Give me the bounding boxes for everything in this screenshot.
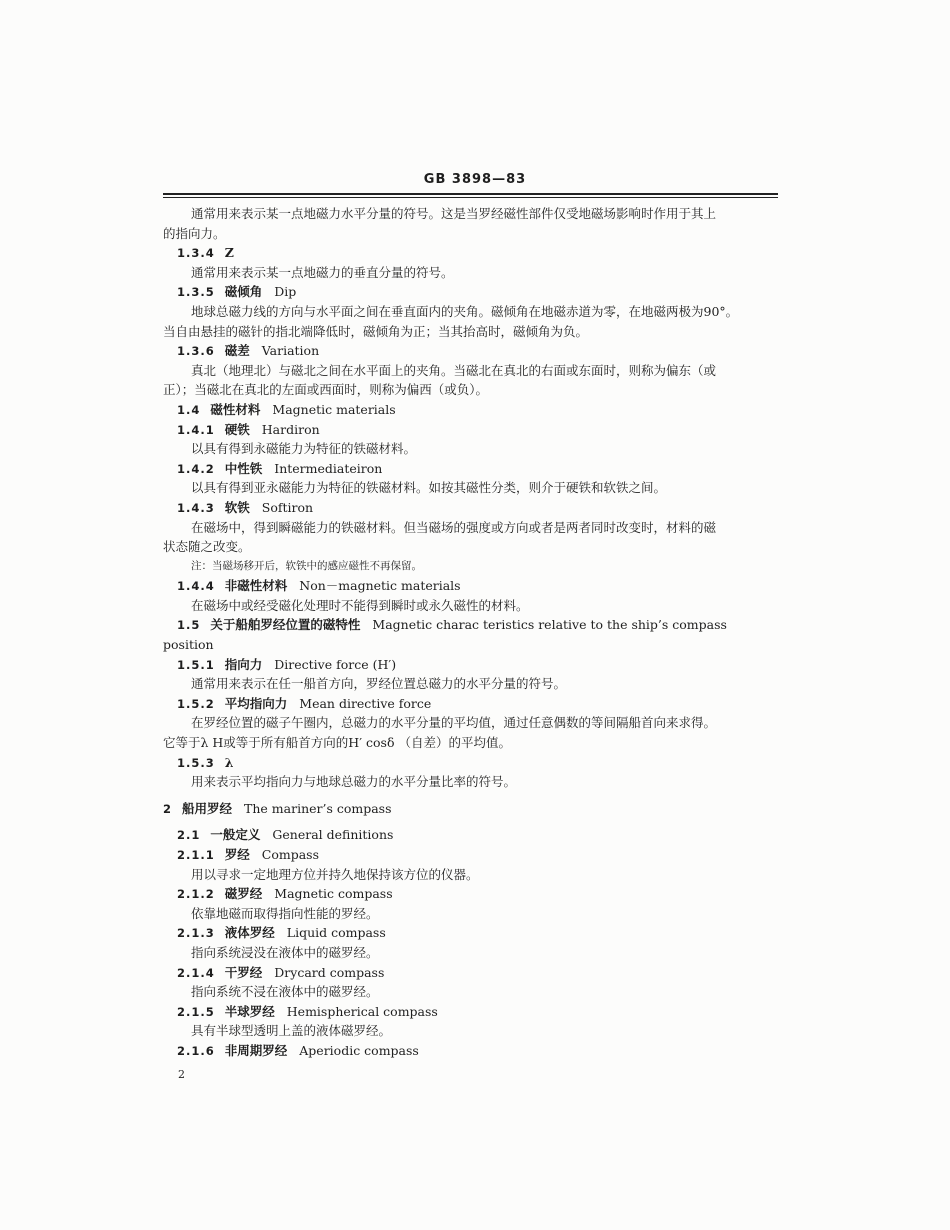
body-text-line: 在罗经位置的磁子午圈内，总磁力的水平分量的平均值，通过任意偶数的等间隔船首向来求得。 [191, 715, 717, 731]
body-text-line: 真北（地理北）与磁北之间在水平面上的夹角。当磁北在真北的右面或东面时，则称为偏东（或 [191, 362, 717, 378]
term-english: Magnetic charac teristics relative to the ship’s compass [372, 617, 727, 633]
term-chinese: 关于船舶罗经位置的磁特性 [210, 617, 361, 633]
section-number: 2.1.6 [177, 1043, 215, 1058]
body-text-line: position [163, 637, 214, 653]
section-number: 2.1.1 [177, 848, 215, 862]
section-number: 1.4.3 [177, 500, 215, 515]
term-chinese: 硬铁 [224, 421, 250, 437]
section-gap [163, 792, 778, 799]
body-text-line: 具有半球型透明上盖的液体磁罗经。 [191, 1023, 392, 1039]
section-heading [163, 963, 778, 983]
section-heading [163, 576, 778, 596]
body-text-line: 用来表示平均指向力与地球总磁力的水平分量比率的符号。 [191, 774, 517, 790]
section-heading [163, 923, 778, 943]
body-text-line: 指向系统不浸在液体中的磁罗经。 [191, 984, 379, 1000]
term-english: Magnetic compass [274, 886, 393, 902]
term-english: Drycard compass [274, 964, 385, 980]
term-chinese: 磁差 [224, 343, 250, 359]
term-chinese: 平均指向力 [224, 695, 288, 711]
term-chinese: 液体罗经 [224, 925, 275, 941]
body-text-line: 依靠地磁而取得指向性能的罗经。 [191, 905, 379, 921]
term-english: Mean directive force [299, 695, 432, 711]
term-chinese: 软铁 [224, 499, 250, 515]
section-number: 1.5 [177, 618, 201, 633]
term-chinese: 磁罗经 [224, 886, 263, 902]
body-text-line: 的指向力。 [163, 225, 226, 241]
section-heading [163, 825, 778, 845]
term-chinese: 非周期罗经 [224, 1042, 288, 1058]
term-english: Hemispherical compass [286, 1003, 438, 1019]
section-heading [163, 694, 778, 714]
section-number: 1.5.3 [177, 755, 215, 770]
term-chinese: λ [224, 754, 234, 770]
term-english: Aperiodic compass [299, 1042, 419, 1058]
document-body [163, 204, 778, 1061]
term-english: Intermediateiron [274, 460, 383, 476]
body-text-line: 正）；当磁北在真北的左面或西面时，则称为偏西（或负）。 [163, 382, 489, 398]
section-number: 1.5.2 [177, 696, 215, 711]
section-number: 2 [163, 801, 173, 816]
section-number: 1.3.5 [177, 285, 215, 300]
term-english: Variation [261, 343, 320, 359]
standard-header: GB 3898—83 [423, 172, 527, 187]
body-text-line: 以具有得到亚永磁能力为特征的铁磁材料。如按其磁性分类，则介于硬铁和软铁之间。 [191, 480, 667, 496]
header-rule-thin [163, 197, 778, 198]
page-number: 2 [178, 1068, 185, 1081]
note-text: 注：当磁场移开后，软铁中的感应磁性不再保留。 [191, 559, 422, 572]
section-number: 2.1.5 [177, 1004, 215, 1019]
header-rule-thick [163, 193, 778, 195]
term-english: Hardiron [261, 421, 320, 437]
section-heading [163, 459, 778, 479]
body-text-line: 当自由悬挂的磁针的指北端降低时，磁倾角为正；当其抬高时，磁倾角为负。 [163, 323, 589, 339]
section-heading [163, 753, 778, 773]
section-number: 2.1.2 [177, 887, 215, 902]
body-text-line: 通常用来表示某一点地磁力的垂直分量的符号。 [191, 264, 454, 280]
term-english: Directive force (H′) [274, 656, 397, 672]
body-text-line: 用以寻求一定地理方位并持久地保持该方位的仪器。 [191, 866, 479, 882]
term-english: The mariner’s compass [244, 800, 392, 816]
section-heading [163, 400, 778, 420]
body-text-line: 通常用来表示某一点地磁力水平分量的符号。这是当罗经磁性部件仅受地磁场影响时作用于其上 [191, 206, 717, 221]
term-english: General definitions [272, 827, 394, 843]
term-english: Magnetic materials [272, 401, 396, 417]
section-number: 1.4.4 [177, 579, 215, 594]
chapter-heading [163, 799, 778, 819]
body-text-line: 以具有得到永磁能力为特征的铁磁材料。 [191, 441, 417, 457]
section-heading [163, 341, 778, 361]
body-text-line: 在磁场中或经受磁化处理时不能得到瞬时或永久磁性的材料。 [191, 597, 529, 613]
section-heading [163, 845, 778, 865]
section-heading [163, 282, 778, 302]
term-english: Softiron [261, 499, 314, 515]
term-english: Non－magnetic materials [299, 578, 461, 594]
section-heading [163, 615, 778, 635]
section-heading [163, 1041, 778, 1061]
term-chinese: 船用罗经 [182, 800, 233, 816]
term-chinese: 半球罗经 [224, 1003, 275, 1019]
term-english: Liquid compass [286, 925, 386, 941]
term-chinese: 磁性材料 [210, 401, 261, 417]
section-number: 1.4.2 [177, 461, 215, 476]
term-chinese: 干罗经 [224, 964, 263, 980]
section-gap [163, 818, 778, 825]
term-chinese: 一般定义 [210, 827, 261, 843]
body-text-line: 通常用来表示在任一船首方向，罗经位置总磁力的水平分量的符号。 [191, 676, 567, 692]
body-text-line: 在磁场中，得到瞬磁能力的铁磁材料。但当磁场的强度或方向或者是两者同时改变时，材料的磁 [191, 519, 717, 535]
term-chinese: 中性铁 [224, 460, 263, 476]
term-chinese: 指向力 [224, 656, 263, 672]
section-heading [163, 243, 778, 263]
section-number: 2.1.4 [177, 965, 215, 980]
term-chinese: Z [224, 245, 234, 261]
section-heading [163, 655, 778, 675]
body-text-line: 地球总磁力线的方向与水平面之间在垂直面内的夹角。磁倾角在地磁赤道为零，在地磁两极为90°。 [191, 303, 739, 319]
section-number: 1.3.4 [177, 246, 215, 261]
section-heading [163, 1002, 778, 1022]
section-number: 2.1 [177, 828, 201, 843]
section-heading [163, 884, 778, 904]
body-text-line: 指向系统浸没在液体中的磁罗经。 [191, 944, 379, 960]
term-chinese: 磁倾角 [224, 284, 263, 300]
body-text-line: 状态随之改变。 [163, 539, 251, 555]
section-heading [163, 420, 778, 440]
term-chinese: 非磁性材料 [224, 578, 288, 594]
term-english: Compass [261, 847, 319, 862]
term-english: Dip [274, 284, 297, 300]
section-heading [163, 498, 778, 518]
body-text-line: 它等于λ H或等于所有船首方向的H′ cosδ （自差）的平均值。 [163, 735, 511, 751]
section-number: 1.3.6 [177, 344, 215, 359]
section-number: 2.1.3 [177, 926, 215, 941]
section-number: 1.4.1 [177, 422, 215, 437]
section-number: 1.5.1 [177, 657, 215, 672]
term-chinese: 罗经 [224, 847, 250, 862]
section-number: 1.4 [177, 402, 201, 417]
